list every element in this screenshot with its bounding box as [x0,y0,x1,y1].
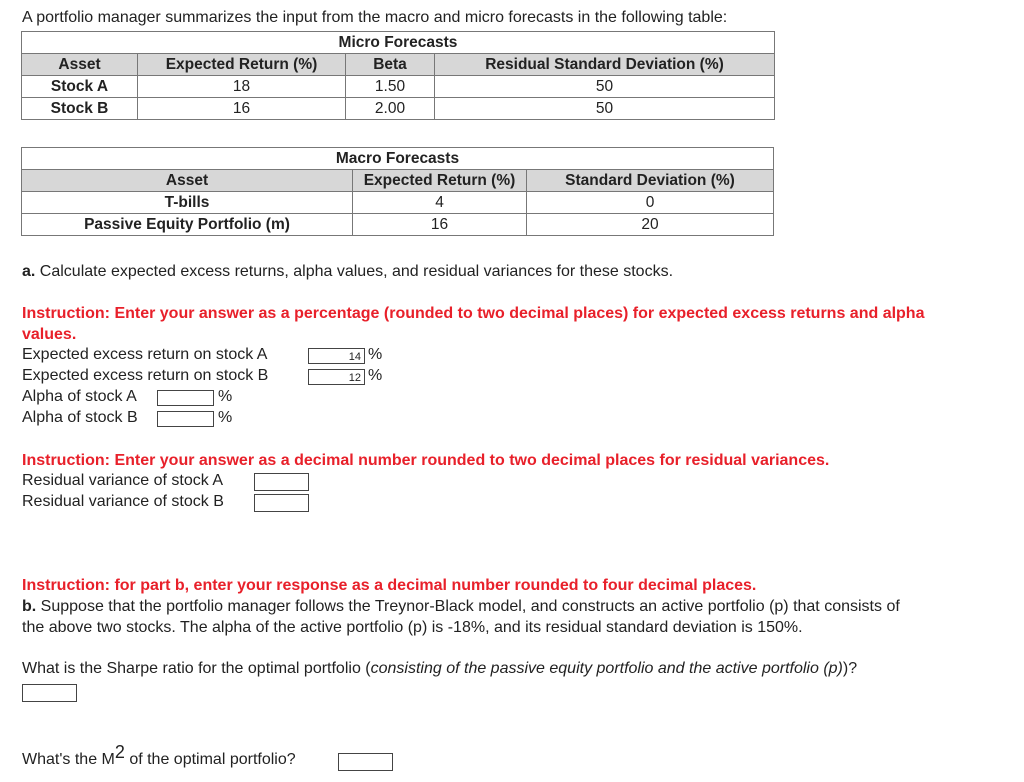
residual-variance-a-label: Residual variance of stock A [22,472,223,489]
m2-question [22,742,296,770]
residual-variance-a-input[interactable] [254,473,309,491]
micro-header-residual-sd: Residual Standard Deviation (%) [435,54,775,76]
percent-sign: % [218,388,233,405]
residual-variance-b-input[interactable] [254,494,309,512]
m2-prefix: What's the M [22,751,115,768]
macro-cell: 20 [527,214,774,236]
macro-header-expected-return: Expected Return (%) [353,170,527,192]
percent-sign: % [218,409,233,426]
alpha-a-label: Alpha of stock A [22,388,137,405]
part-a-label: a. [22,263,36,280]
excess-return-b-label: Expected excess return on stock B [22,367,269,384]
sharpe-prefix: What is the Sharpe ratio for the optimal portfolio ( [22,660,371,677]
micro-cell: 50 [435,98,775,120]
excess-return-b-input[interactable] [308,369,365,385]
m2-input[interactable] [338,753,393,771]
micro-cell: 1.50 [346,76,435,98]
excess-return-a-input[interactable] [308,348,365,364]
micro-table-title: Micro Forecasts [22,32,775,54]
alpha-a-input[interactable] [157,390,214,406]
alpha-b-input[interactable] [157,411,214,427]
m2-suffix: of the optimal portfolio? [124,751,296,768]
table-row [22,192,774,214]
sharpe-italic: consisting of the passive equity portfolio and the active portfolio (p) [370,660,843,677]
micro-cell: 50 [435,76,775,98]
micro-header-expected-return: Expected Return (%) [138,54,346,76]
macro-cell: 16 [353,214,527,236]
macro-header-sd: Standard Deviation (%) [527,170,774,192]
residual-variance-b-label: Residual variance of stock B [22,493,224,510]
alpha-b-label: Alpha of stock B [22,409,138,426]
percent-sign: % [368,367,383,384]
instruction-3: Instruction: for part b, enter your response as a decimal number rounded to four decimal places. [22,577,757,594]
instruction-1-line2: values. [22,326,77,343]
macro-cell: T-bills [22,192,353,214]
macro-cell: 0 [527,192,774,214]
part-a-question [22,262,673,282]
micro-cell: Stock B [22,98,138,120]
m2-superscript: 2 [114,742,125,762]
part-b-text: Suppose that the portfolio manager follows the Treynor-Black model, and constructs an active portfolio (p) that consists of [40,598,900,615]
micro-cell: 2.00 [346,98,435,120]
part-b-label: b. [22,598,37,615]
micro-header-beta: Beta [346,54,435,76]
micro-cell: 18 [138,76,346,98]
percent-sign: % [368,346,383,363]
table-row [22,214,774,236]
macro-cell: Passive Equity Portfolio (m) [22,214,353,236]
instruction-1-line1: Instruction: Enter your answer as a percentage (rounded to two decimal places) for expected excess returns and alpha [22,305,925,322]
excess-return-b-value: 12 [348,372,361,384]
intro-text: A portfolio manager summarizes the input from the macro and micro forecasts in the following table: [22,9,728,26]
micro-header-asset: Asset [22,54,138,76]
table-row [22,76,775,98]
macro-table-title: Macro Forecasts [22,148,774,170]
micro-cell: Stock A [22,76,138,98]
excess-return-a-value: 14 [348,351,361,363]
micro-forecasts-table [21,31,775,120]
micro-cell: 16 [138,98,346,120]
macro-header-asset: Asset [22,170,353,192]
macro-cell: 4 [353,192,527,214]
instruction-2: Instruction: Enter your answer as a decimal number rounded to two decimal places for residual variances. [22,452,830,469]
sharpe-ratio-input[interactable] [22,684,77,702]
sharpe-suffix: )? [842,660,858,677]
part-a-question-text: Calculate expected excess returns, alpha values, and residual variances for these stocks. [39,263,674,280]
macro-forecasts-table [21,147,774,236]
sharpe-question [22,659,857,679]
table-row [22,98,775,120]
part-b-text-line1 [22,597,900,617]
excess-return-a-label: Expected excess return on stock A [22,346,268,363]
part-b-text-line2: the above two stocks. The alpha of the active portfolio (p) is -18%, and its residual standard deviation is 150%. [22,619,803,636]
